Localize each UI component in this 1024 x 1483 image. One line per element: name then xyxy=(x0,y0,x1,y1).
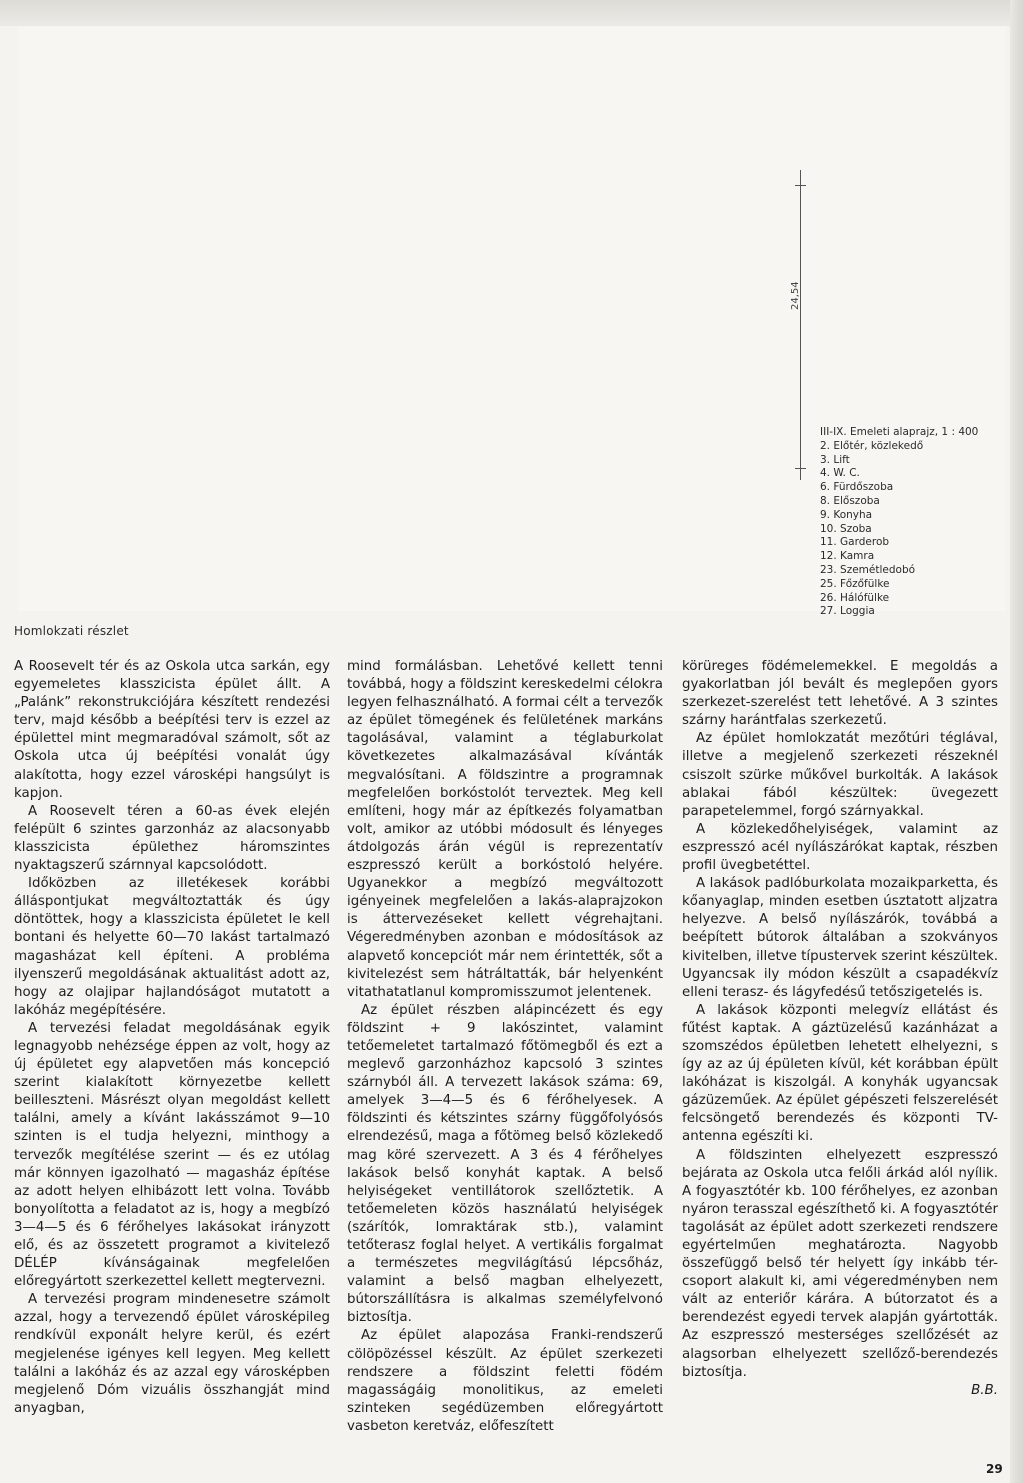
legend-item: 9. Konyha xyxy=(820,508,873,521)
dimension-line xyxy=(800,170,801,480)
paragraph: A lakások központi melegvíz ellátást és fűtést kaptak. A gáztüzelésű kazánházat a szomszédos épületben lehetett elhelyezni, s így az az új épületen kívül, két korábban épült lakóházat is kiszolgál. A konyhák ugyancsak gázüzeműek. Az épület gépészeti felszerelését felcsöngető berendezés és központi TV-antenna egészíti ki. xyxy=(682,1002,998,1145)
floor-plan-legend xyxy=(820,426,978,619)
page-edge xyxy=(1010,0,1024,1483)
paragraph: mind formálásban. Lehetővé kellett tenni továbbá, hogy a földszint kereskedelmi célokra legyen felhasználható. A formai célt a tervezők az épület tömegének és felületének markáns tagolásával, valamint a téglaburkolat következetes alkalmazásával kívánták megvalósítani. A földszintre a programnak megfelelően borkóstolót terveztek. Meg kell említeni, hogy már az építkezés folyamatban volt, amikor az utóbbi módosult és lényeges átdolgozás árán végül is reprezentatív eszpresszó került a borkóstoló helyére. Ugyanekkor a megbízó megváltozott igényeinek megfelelően a lakás-alaprajzokon is áttervezéseket kellett végrehajtani. Végeredményben azonban e módosítások az alapvető koncepciót már nem érintették, sőt a kivitelezést sem hátráltatták, bár helyenként vitathatatlanul kompromisszumot jelentenek. xyxy=(347,659,663,1000)
paragraph: A Roosevelt téren a 60-as évek elején felépült 6 szintes garzonház az alacsonyabb klasszicista épülethez háromszintes nyaktagszerű szárnnyal kapcsolódott. xyxy=(14,803,330,874)
legend-item: 12. Kamra xyxy=(820,550,875,563)
paragraph: A lakások padlóburkolata mozaikparketta, és kőanyaglap, minden esetben úsztatott aljzatra helyezve. A belső nyílászárók, továbbá a beépített bútorok általában a szokványos kivitelben, illetve típustervek szerint készültek. Ugyancsak ily módon készült a csapadékvíz elleni terasz- és lágyfedésű tetőszigetelés is. xyxy=(682,876,998,1000)
author-signature: B.B. xyxy=(971,1382,998,1398)
legend-item: 4. W. C. xyxy=(820,467,860,480)
legend-item: 8. Előszoba xyxy=(820,494,880,507)
paragraph: Az épület részben alápincézett és egy földszint + 9 lakószintet, valamint tetőemeletet tartalmazó főtömegből és ezt a meglevő garzonházhoz kapcsoló 3 szintes szárnyból áll. A tervezett lakások száma: 69, amelyek 3—4—5 és 6 férőhelyesek. A földszinti és kétszintes szárny függőfolyósós elrendezésű, maga a főtömeg belső közlekedő mag köré szervezett. A 3 és 4 férőhelyes lakások belső konyhát kaptak. A belső helyiségeket ventillátorok szellőztetik. A tetőemeleten közös használatú helyiségek (szárítók, lomraktárak stb.), valamint tetőterasz foglal helyet. A vertikális forgalmat a természetes megvilágítású lépcsőház, valamint a belső magban elhelyezett, bútorszállításra is alkalmas személyfelvonó biztosítja. xyxy=(347,1002,663,1326)
legend-item: 2. Előtér, közlekedő xyxy=(820,439,924,452)
paragraph: A tervezési feladat megoldásának egyik legnagyobb nehézsége éppen az volt, hogy az új épületet egy alapvetően más koncepció szerint kialakított környezetbe kellett beilleszteni. Másrészt olyan megoldást kellett találni, amely a kívánt lakásszámot 9—10 szinten is el tudja helyezni, minthogy a tervezők megítélése szerint — és ez utólag már könnyen igazolható — magasház építése az adott helyen elhibázott lett volna. Tovább bonyolította a feladatot az is, hogy a megbízó 3—4—5 és 6 férőhelyes lakásokat irányzott elő, és az összetett programot a kivitelező DÉLÉP kívánságainak megfelelően előregyártott szerkezettel kellett megtervezni. xyxy=(14,1020,330,1290)
legend-item: 6. Fürdőszoba xyxy=(820,481,894,494)
paragraph: A földszinten elhelyezett eszpresszó bejárata az Oskola utca felőli árkád alól nyílik. A fogyasztótér kb. 100 férőhelyes, ez azonban nyáron terasszal egészíthető ki. A fogyasztótér tagolását az épület adott szerkezeti rendszere egyértelműen meghatározta. Nagyobb összefüggő belső tér helyett így inkább tér-csoport alakult ki, ami végeredményben nem vált az enteriőr kárára. A bútorzatot és a berendezést egyedi tervek alapján gyártották. Az eszpresszó mesterséges szellőzését az alagsorban elhelyezett szellőző-berendezés biztosítja. xyxy=(682,1147,998,1380)
dimension-label: 24,54 xyxy=(790,281,801,310)
paragraph: A Roosevelt tér és az Oskola utca sarkán, egy egyemeletes klasszicista épület állt. A „Palánk” rekonstrukciójára készített rendezési terv, majd később a beépítési terv is ezzel az épülettel mint megmaradóval számolt, sőt az Oskola utca új beépítési vonalát úgy alakította, hogy ezzel városképi hangsúlyt is kapjon. xyxy=(14,659,330,801)
legend-item: 26. Hálófülke xyxy=(820,591,890,604)
legend-item: 25. Főzőfülke xyxy=(820,577,890,590)
paragraph: A tervezési program mindenesetre számolt azzal, hogy a tervezendő épület városképileg rendkívül exponált helyre kerül, és ezért megjelenése igényes kell legyen. Meg kellett találni a lakóház és az azzal egy városképben megjelenő Dóm vizuális összhangját mind anyagban, xyxy=(14,1292,330,1416)
article-column-2 xyxy=(347,658,663,1436)
paragraph: Időközben az illetékesek korábbi álláspontjukat megváltoztatták és úgy döntöttek, hogy a klasszicista épületet le kell bontani és helyette 60—70 lakást tartalmazó magasházat kell építeni. A probléma ilyenszerű megoldásának aktualitást adott az, hogy az olajipar hajlandóságot mutatott a lakóház megépítésére. xyxy=(14,876,330,1018)
paragraph: körüreges födémelemekkel. E megoldás a gyakorlatban jól bevált és meglepően gyors szerkezet-szerelést tett lehetővé. A 3 szintes szárny harántfalas szerkezetű. xyxy=(682,659,998,729)
legend-item: 3. Lift xyxy=(820,453,850,466)
paragraph: A közlekedőhelyiségek, valamint az eszpresszó acél nyílászárókat kaptak, részben profil üvegbetéttel. xyxy=(682,821,998,874)
article-column-1 xyxy=(14,658,330,1418)
legend-item: 27. Loggia xyxy=(820,605,875,618)
page-number: 29 xyxy=(986,1462,1003,1476)
top-border xyxy=(0,0,1024,26)
legend-title: III-IX. Emeleti alaprajz, 1 : 400 xyxy=(820,426,979,438)
legend-item: 11. Garderob xyxy=(820,536,890,549)
paragraph: Az épület homlokzatát mezőtúri téglával, illetve a megjelenő szerkezeti részeknél csiszolt szürke műkővel burkolták. A lakások ablakai fából készültek: üvegezett parapetelemmel, forgó szárnyakkal. xyxy=(682,731,998,819)
legend-item: 10. Szoba xyxy=(820,522,872,535)
dimension-tick-bottom xyxy=(795,468,806,469)
article-column-3 xyxy=(682,658,998,1400)
photo-caption: Homlokzati részlet xyxy=(14,624,129,638)
dimension-tick-top xyxy=(795,185,806,186)
legend-item: 23. Szemétledobó xyxy=(820,563,916,576)
paragraph: Az épület alapozása Franki-rendszerű cölöpözéssel készült. Az épület szerkezeti rendszere a földszint feletti födém magasságáig monolitikus, az emeleti szinteken segédüzemben előregyártott vasbeton keretváz, előfeszített xyxy=(347,1328,663,1434)
